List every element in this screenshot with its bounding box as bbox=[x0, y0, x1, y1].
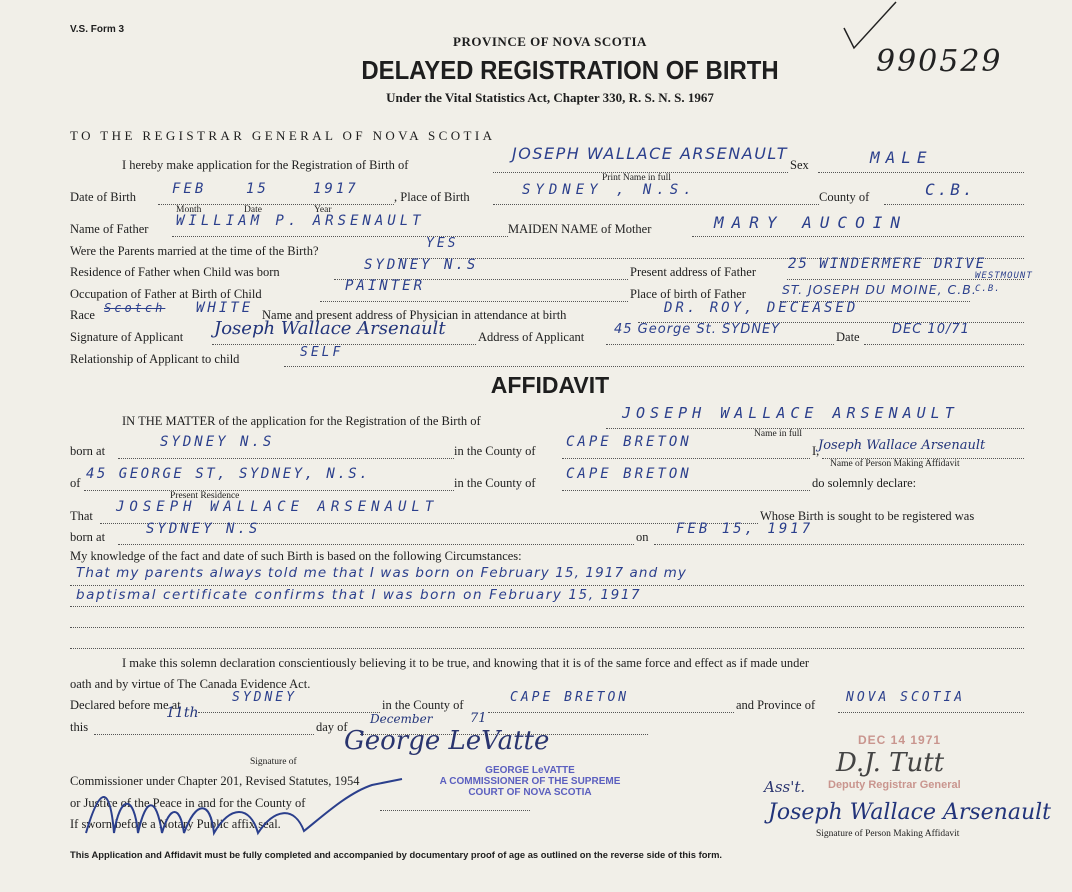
race-label: Race bbox=[70, 308, 95, 322]
aff-born-value: SYDNEY N.S bbox=[160, 434, 275, 450]
birthplace-father-label: Place of birth of Father bbox=[630, 287, 746, 301]
race-value: WHITE bbox=[196, 300, 254, 316]
day-of-label: day of bbox=[316, 720, 348, 734]
present-addr-father-value: 25 WINDERMERE DRIVE bbox=[788, 256, 987, 272]
matter-label: IN THE MATTER of the application for the Registration of the Birth of bbox=[122, 414, 481, 428]
deputy-signature: D.J. Tutt bbox=[836, 748, 945, 778]
commissioner-label: Commissioner under Chapter 201, Revised Statutes, 1954 bbox=[70, 774, 360, 788]
aff-county1-value: CAPE BRETON bbox=[566, 434, 692, 450]
province-value: NOVA SCOTIA bbox=[846, 690, 966, 705]
born-at2-label: born at bbox=[70, 530, 106, 544]
in-county-label: in the County of bbox=[454, 444, 536, 458]
in-county2-label: in the County of bbox=[454, 476, 536, 490]
child-name-value: JOSEPH WALLACE ARSENAULT bbox=[512, 144, 789, 163]
res-father-value: SYDNEY N.S bbox=[364, 257, 479, 273]
this-label: this bbox=[70, 720, 89, 734]
name-person-caption: Name of Person Making Affidavit bbox=[830, 459, 960, 469]
dob-label: Date of Birth bbox=[70, 190, 136, 204]
date-label: Date bbox=[836, 330, 860, 344]
declared-value: SYDNEY bbox=[232, 690, 297, 705]
i-label: I, bbox=[812, 444, 820, 458]
day-value: 11th bbox=[166, 705, 199, 721]
stamp-line-2: A COMMISSIONER OF THE SUPREME bbox=[439, 776, 621, 787]
month-caption: Month bbox=[176, 205, 202, 215]
circumstance-line-2: baptismal certificate confirms that I was born on February 15, 1917 bbox=[76, 587, 642, 603]
relationship-label: Relationship of Applicant to child bbox=[70, 352, 240, 366]
affidavit-heading: AFFIDAVIT bbox=[490, 372, 610, 398]
aff-county2-value: CAPE BRETON bbox=[566, 466, 692, 482]
name-in-full-caption: Name in full bbox=[754, 429, 803, 439]
year-value: 71 bbox=[470, 711, 487, 726]
aff-child-value: JOSEPH WALLACE ARSENAULT bbox=[622, 404, 959, 422]
applicant-signature: Joseph Wallace Arsenault bbox=[214, 318, 446, 339]
physician-label: Name and present address of Physician in attendance at birth bbox=[262, 308, 567, 322]
place-birth-value: SYDNEY , N.S. bbox=[522, 182, 697, 198]
sex-value: MALE bbox=[870, 148, 933, 167]
month-value: December bbox=[370, 712, 433, 726]
province-of-label: and Province of bbox=[736, 698, 816, 712]
of-label: of bbox=[70, 476, 81, 490]
occupation-label: Occupation of Father at Birth of Child bbox=[70, 287, 262, 301]
addressee-line: TO THE REGISTRAR GENERAL OF NOVA SCOTIA bbox=[70, 128, 496, 143]
stamp-line-3: COURT OF NOVA SCOTIA bbox=[468, 787, 592, 798]
present-addr-father-label: Present address of Father bbox=[630, 265, 757, 279]
deputy-stamp: Deputy Registrar General bbox=[828, 779, 961, 791]
commissioner-signature: George LeVatte bbox=[344, 726, 550, 756]
commissioner-stamp bbox=[400, 765, 660, 798]
aff-that-value: JOSEPH WALLACE ARSENAULT bbox=[116, 499, 439, 515]
sig-applicant-label: Signature of Applicant bbox=[70, 330, 184, 344]
page-title: DELAYED REGISTRATION OF BIRTH bbox=[361, 55, 779, 85]
registration-number: 990529 bbox=[876, 44, 1003, 79]
place-birth-label: , Place of Birth bbox=[394, 190, 470, 204]
footer-note: This Application and Affidavit must be fully completed and accompanied by documentary proof of age as outlined on the reverse side of this form. bbox=[70, 849, 723, 860]
print-name-caption: Print Name in full bbox=[602, 173, 671, 183]
page-subtitle: Under the Vital Statistics Act, Chapter 330, R. S. N. S. 1967 bbox=[386, 90, 714, 105]
that-label: That bbox=[70, 509, 93, 523]
dob-day-value: 15 bbox=[246, 181, 269, 197]
father-label: Name of Father bbox=[70, 222, 149, 236]
birthplace-father-value: ST. JOSEPH DU MOINE, C.B. bbox=[782, 282, 977, 297]
married-value: YES bbox=[426, 236, 459, 251]
sig-person-caption: Signature of Person Making Affidavit bbox=[816, 829, 960, 839]
on-label: on bbox=[636, 530, 649, 544]
in-county3-label: in the County of bbox=[382, 698, 464, 712]
declaration-line-1: I make this solemn declaration conscientiously believing it to be true, and knowing that it is of the same force and effect as if made under bbox=[122, 656, 810, 670]
county-label: County of bbox=[819, 190, 870, 204]
married-label: Were the Parents married at the time of the Birth? bbox=[70, 244, 319, 258]
dob-month-value: FEB bbox=[172, 181, 207, 197]
addr-applicant-label: Address of Applicant bbox=[478, 330, 585, 344]
sex-label: Sex bbox=[790, 158, 809, 172]
aff-person-value: Joseph Wallace Arsenault bbox=[818, 438, 986, 453]
aff-born2-value: SYDNEY N.S bbox=[146, 521, 261, 537]
whose-birth-label: Whose Birth is sought to be registered was bbox=[760, 509, 975, 523]
stamp-line-1: GEORGE LeVATTE bbox=[485, 765, 575, 776]
physician-value: DR. ROY, DECEASED bbox=[664, 300, 859, 316]
apply-label: I hereby make application for the Registration of Birth of bbox=[122, 158, 409, 172]
addr-applicant-value: 45 George St. SYDNEY bbox=[614, 322, 781, 337]
province-heading: PROVINCE OF NOVA SCOTIA bbox=[453, 34, 647, 49]
father-value: WILLIAM P. ARSENAULT bbox=[176, 213, 425, 229]
dob-year-value: 1917 bbox=[313, 181, 359, 197]
notary-label: If sworn before a Notary Public affix seal. bbox=[70, 817, 281, 831]
solemnly-label: do solemnly declare: bbox=[812, 476, 917, 490]
date-caption: Date bbox=[244, 205, 262, 215]
maiden-label: MAIDEN NAME of Mother bbox=[508, 222, 652, 236]
present-addr-father-extra: WESTMOUNT C.B. bbox=[975, 271, 1033, 294]
signature-scribble-icon bbox=[80, 775, 410, 845]
asst-text: Ass't. bbox=[764, 778, 806, 796]
person-signature: Joseph Wallace Arsenault bbox=[768, 800, 1052, 825]
present-residence-caption: Present Residence bbox=[170, 491, 240, 501]
date-stamp: DEC 14 1971 bbox=[858, 733, 942, 747]
mother-value: MARY AUCOIN bbox=[714, 213, 908, 232]
aff-residence-value: 45 GEORGE ST, SYDNEY, N.S. bbox=[86, 466, 371, 482]
declared-label: Declared before me at bbox=[70, 698, 181, 712]
justice-label: or Justice of the Peace in and for the County of bbox=[70, 796, 306, 810]
res-father-label: Residence of Father when Child was born bbox=[70, 265, 280, 279]
occupation-value: PAINTER bbox=[345, 278, 426, 294]
aff-on-value: FEB 15, 1917 bbox=[676, 521, 814, 537]
circumstance-line-1: That my parents always told me that I was born on February 15, 1917 and my bbox=[76, 565, 687, 581]
knowledge-label: My knowledge of the fact and date of such Birth is based on the following Circumstances: bbox=[70, 549, 522, 563]
year-caption: Year bbox=[314, 205, 332, 215]
race-struck-value: Scotch bbox=[104, 301, 166, 315]
date-value: DEC 10/71 bbox=[892, 322, 970, 337]
relationship-value: SELF bbox=[300, 345, 344, 360]
born-at-label: born at bbox=[70, 444, 106, 458]
declaration-line-2: oath and by virtue of The Canada Evidence Act. bbox=[70, 677, 311, 691]
form-code: V.S. Form 3 bbox=[70, 24, 125, 35]
signature-of-caption: Signature of bbox=[250, 757, 297, 767]
aff-county3-value: CAPE BRETON bbox=[510, 690, 630, 705]
county-value: C.B. bbox=[925, 180, 976, 199]
